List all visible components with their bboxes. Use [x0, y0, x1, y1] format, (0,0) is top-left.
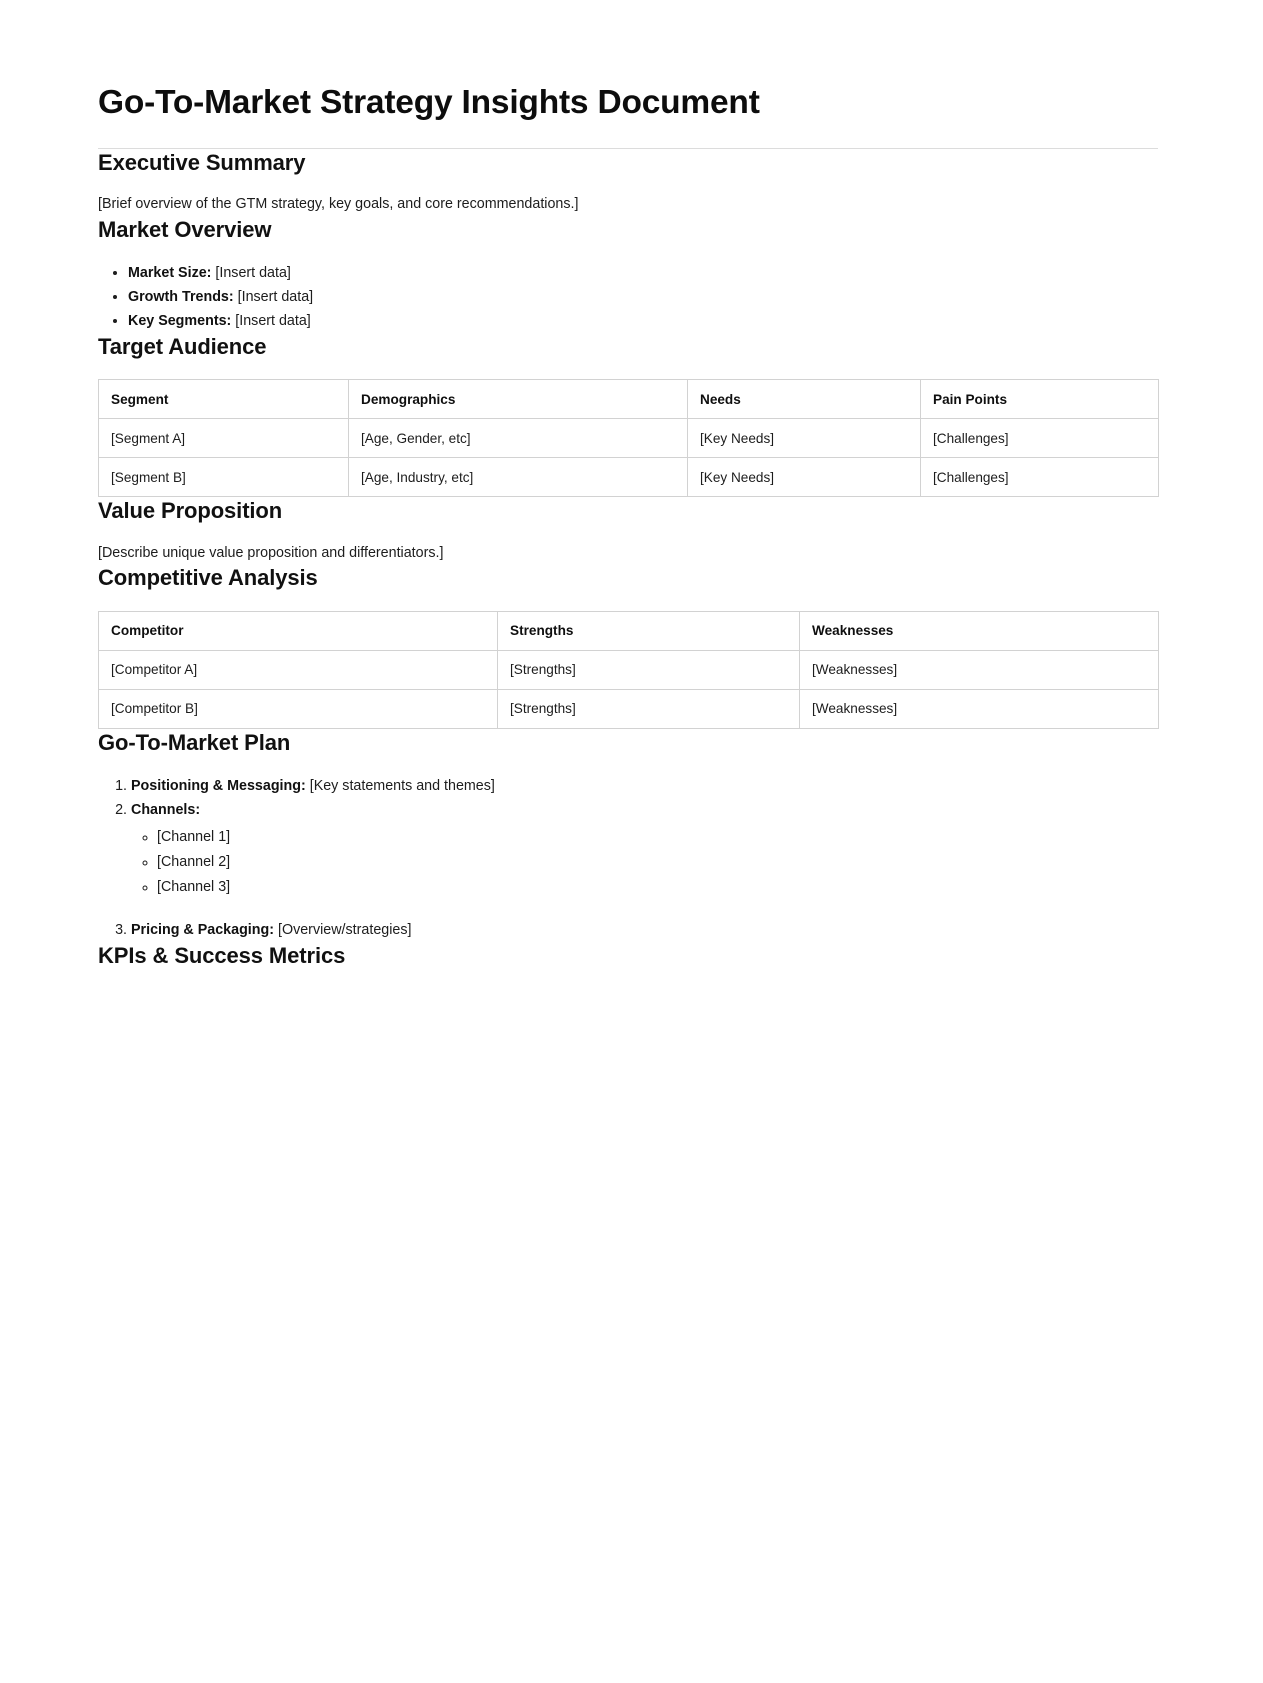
list-item-label: Key Segments: — [128, 312, 232, 329]
table-cell: [Key Needs] — [688, 458, 921, 497]
target-audience-table — [98, 379, 1159, 497]
table-cell: [Segment B] — [99, 458, 349, 497]
table-cell: [Challenges] — [921, 458, 1159, 497]
heading-go-to-market-plan: Go-To-Market Plan — [98, 729, 291, 755]
heading-competitive-analysis: Competitive Analysis — [98, 565, 318, 591]
list-item — [131, 918, 1158, 942]
table-cell: [Strengths] — [498, 650, 800, 689]
list-item — [128, 261, 1158, 285]
table-cell: [Weaknesses] — [800, 689, 1159, 728]
column-header: Pain Points — [921, 380, 1159, 419]
column-header: Strengths — [498, 611, 800, 650]
table-row — [99, 650, 1159, 689]
table-cell: [Age, Gender, etc] — [349, 419, 688, 458]
table-header-row — [99, 611, 1159, 650]
column-header: Weaknesses — [800, 611, 1159, 650]
list-item — [128, 285, 1158, 309]
list-item-value: [Key statements and themes] — [305, 778, 495, 795]
heading-kpis-success-metrics: KPIs & Success Metrics — [98, 943, 346, 969]
table-cell: [Challenges] — [921, 419, 1159, 458]
list-item-label: Positioning & Messaging: — [131, 778, 306, 795]
table-row — [99, 419, 1159, 458]
table-row — [99, 458, 1159, 497]
list-item: ◦ [Channel 2] — [157, 850, 1158, 875]
table-cell: [Key Needs] — [688, 419, 921, 458]
table-header-row — [99, 380, 1159, 419]
column-header: Needs — [688, 380, 921, 419]
heading-market-overview: Market Overview — [98, 216, 272, 242]
heading-target-audience: Target Audience — [98, 333, 267, 359]
table-cell: [Weaknesses] — [800, 650, 1159, 689]
value-proposition-text: [Describe unique value proposition and differentiators.] — [98, 544, 444, 561]
channels-sub-list — [131, 825, 1158, 899]
go-to-market-plan-list — [98, 774, 1158, 942]
market-overview-list — [98, 261, 1158, 333]
column-header: Competitor — [99, 611, 498, 650]
table-cell: [Segment A] — [99, 419, 349, 458]
list-item: ◦ [Channel 1] — [157, 825, 1158, 850]
column-header: Segment — [99, 380, 349, 419]
list-item: ◦ [Channel 3] — [157, 875, 1158, 900]
page-title: Go-To-Market Strategy Insights Document — [98, 84, 760, 121]
list-item-label: Pricing & Packaging: — [131, 922, 275, 939]
table-row — [99, 689, 1159, 728]
list-item-label: Channels: — [131, 802, 201, 819]
list-item-value: [Overview/strategies] — [274, 922, 412, 939]
list-item — [131, 798, 1158, 899]
list-item — [128, 309, 1158, 333]
list-item-label: Market Size: — [128, 264, 212, 281]
list-item-value: [Insert data] — [231, 312, 311, 329]
list-item-value: [Insert data] — [233, 288, 314, 305]
column-header: Demographics — [349, 380, 688, 419]
list-item-label: Growth Trends: — [128, 288, 234, 305]
list-item — [131, 774, 1158, 798]
document-content — [98, 0, 1158, 971]
heading-value-proposition: Value Proposition — [98, 498, 283, 524]
table-cell: [Strengths] — [498, 689, 800, 728]
list-item-value: [Insert data] — [211, 264, 291, 281]
heading-executive-summary: Executive Summary — [98, 149, 306, 175]
table-cell: [Age, Industry, etc] — [349, 458, 688, 497]
table-cell: [Competitor B] — [99, 689, 498, 728]
competitive-analysis-table — [98, 611, 1159, 729]
table-cell: [Competitor A] — [99, 650, 498, 689]
executive-summary-text: [Brief overview of the GTM strategy, key goals, and core recommendations.] — [98, 196, 579, 213]
